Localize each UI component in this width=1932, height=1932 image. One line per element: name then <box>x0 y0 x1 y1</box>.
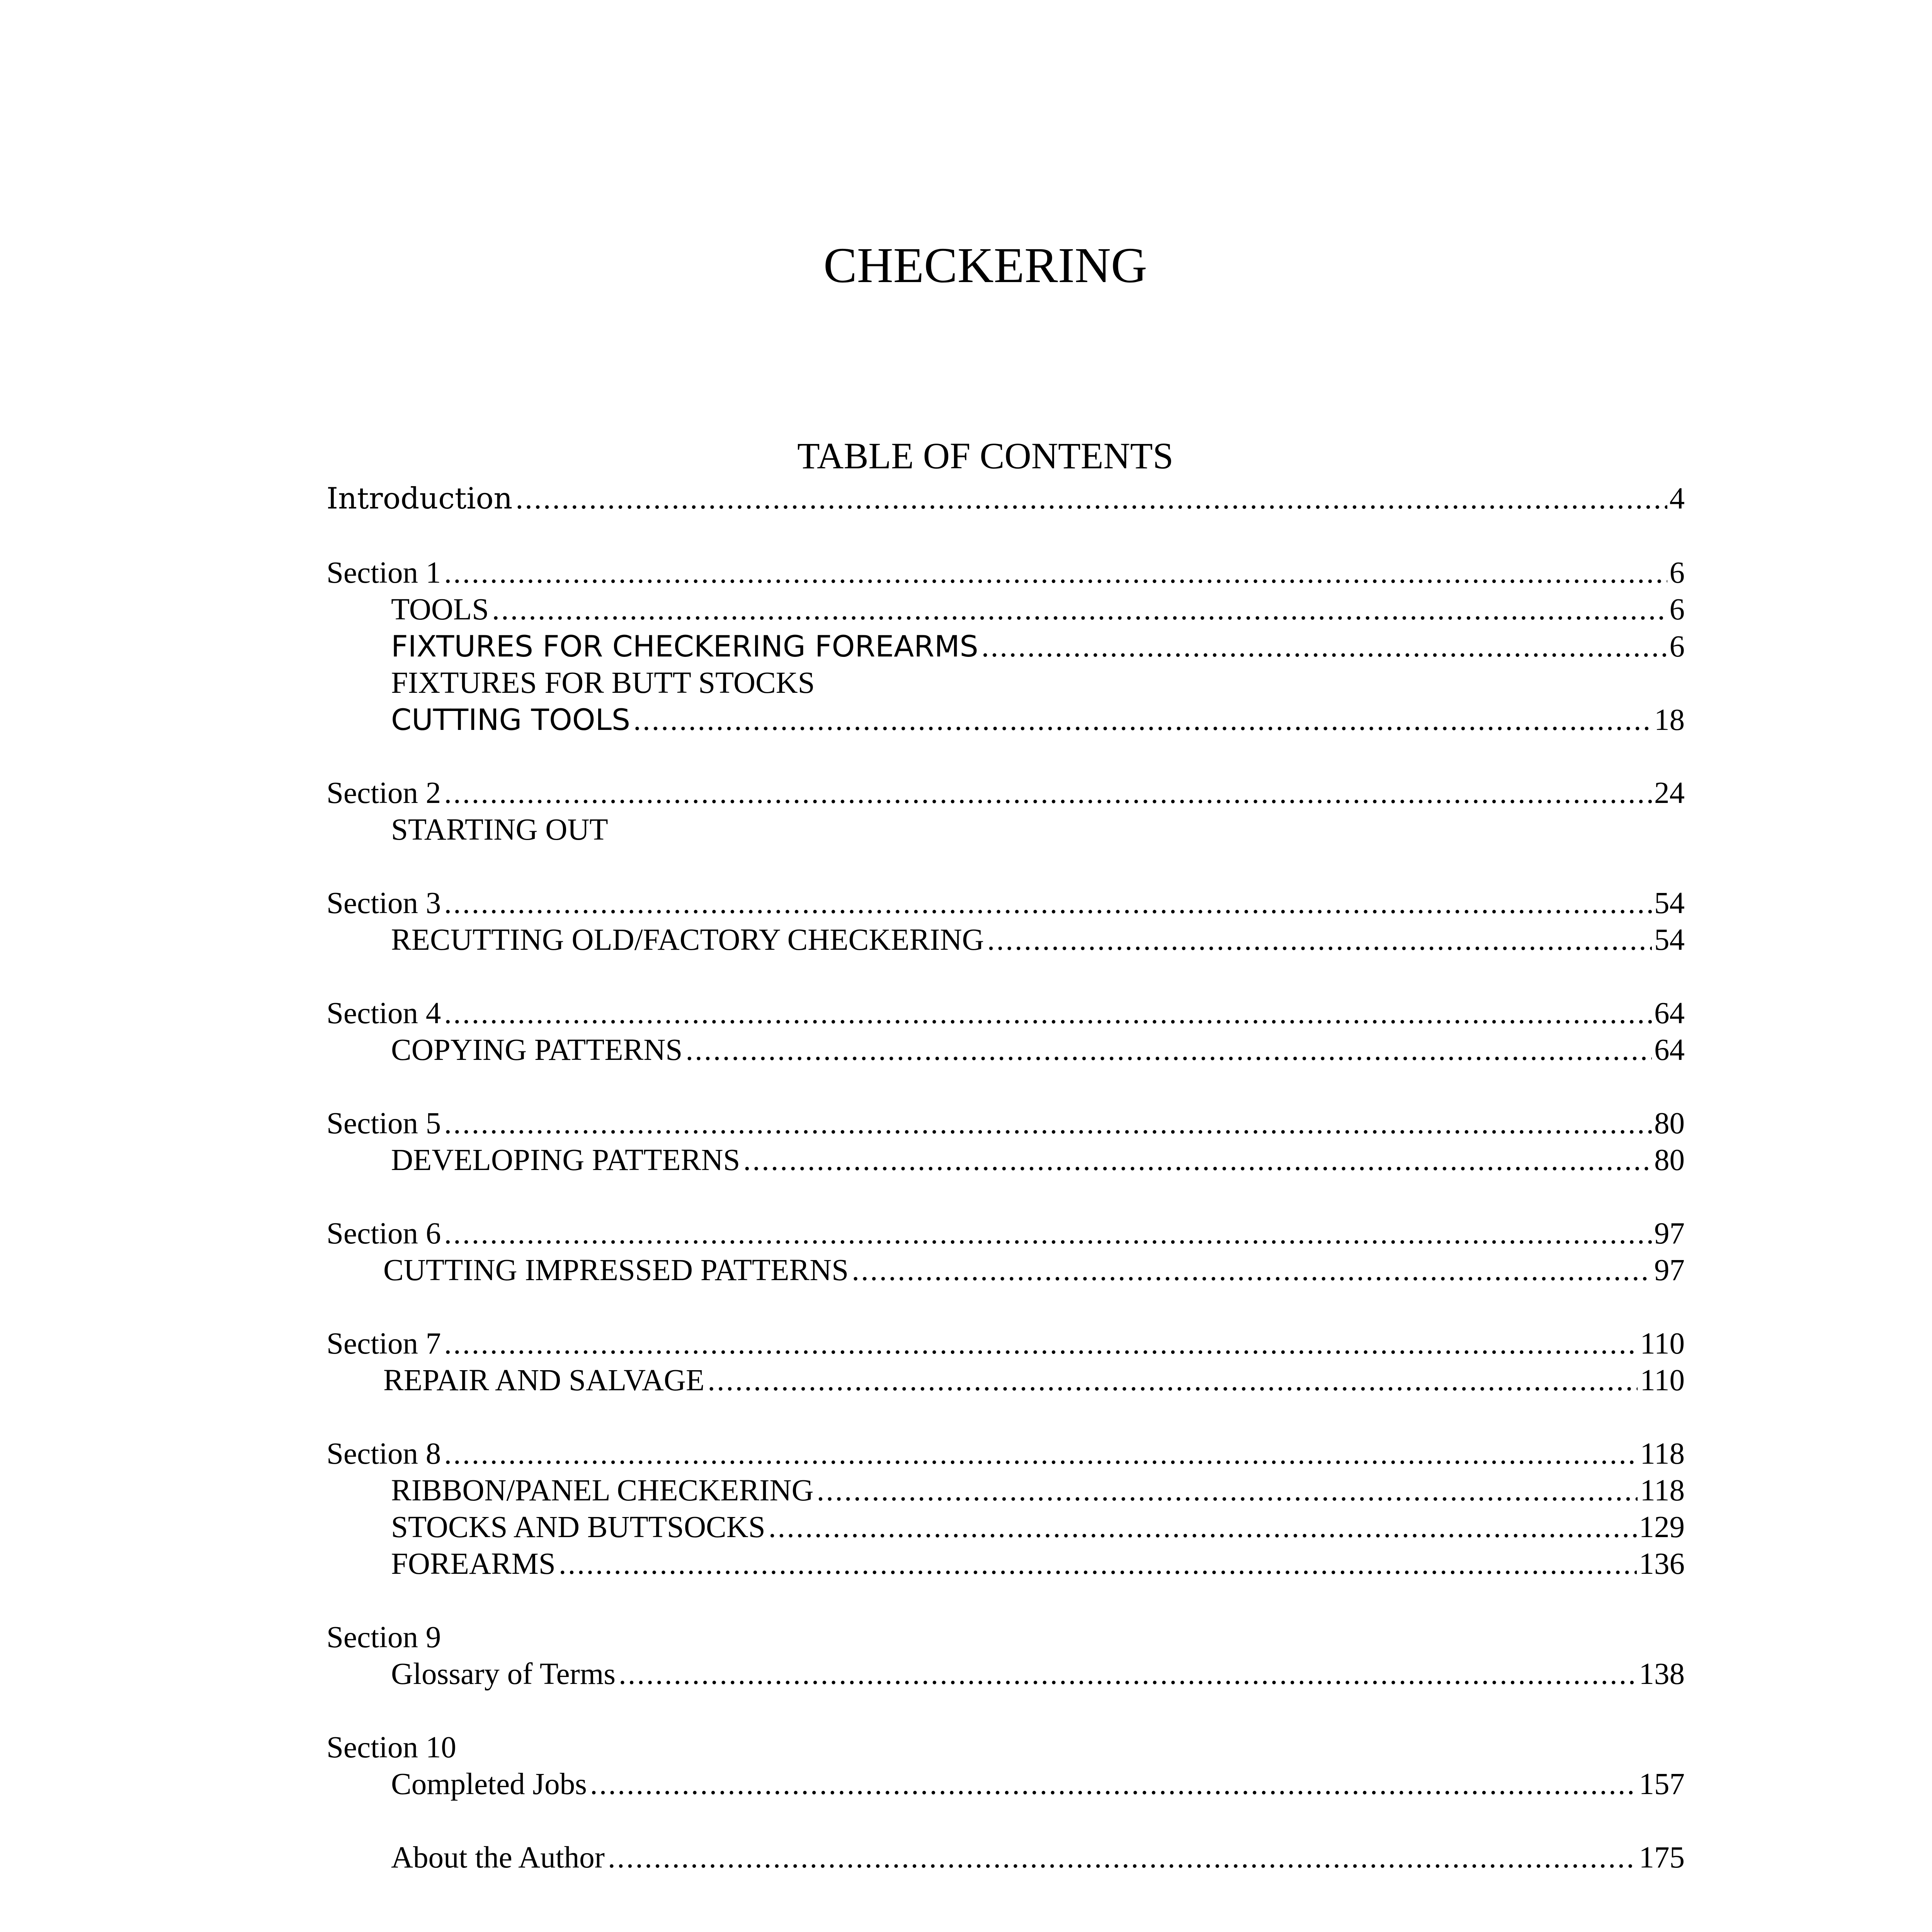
toc-label: Section 6 <box>327 1217 441 1250</box>
toc-label: RECUTTING OLD/FACTORY CHECKERING <box>391 923 984 957</box>
toc-row-introduction[interactable] <box>0 479 1932 518</box>
toc-row-glossary[interactable] <box>0 1655 1932 1694</box>
toc-page-number: 138 <box>1639 1657 1685 1691</box>
toc-page-number: 157 <box>1639 1767 1685 1801</box>
toc-label: Section 1 <box>327 556 441 590</box>
toc-page-number: 80 <box>1654 1143 1685 1177</box>
toc-leader-dots <box>444 994 1652 1033</box>
toc-leader-dots <box>769 1508 1637 1547</box>
toc-label: TOOLS <box>391 593 489 626</box>
toc-row-fixtures-forearms[interactable] <box>0 627 1932 666</box>
toc-row-completed-jobs[interactable] <box>0 1765 1932 1804</box>
toc-leader-dots <box>608 1838 1637 1877</box>
toc-label: FOREARMS <box>391 1547 556 1581</box>
toc-page-number: 136 <box>1639 1547 1685 1581</box>
toc-label: REPAIR AND SALVAGE <box>383 1364 705 1397</box>
toc-row-section-6[interactable] <box>0 1214 1932 1253</box>
toc-row-section-2[interactable] <box>0 774 1932 813</box>
toc-label: About the Author <box>391 1841 605 1874</box>
toc-row-starting-out[interactable] <box>0 811 1932 849</box>
toc-leader-dots <box>987 921 1652 959</box>
toc-label: Section 8 <box>327 1437 441 1471</box>
document-title: CHECKERING <box>823 238 1147 293</box>
toc-page-number: 54 <box>1654 923 1685 957</box>
toc-leader-dots <box>685 1031 1652 1070</box>
toc-label: CUTTING IMPRESSED PATTERNS <box>383 1253 849 1287</box>
toc-label: Completed Jobs <box>391 1767 587 1801</box>
toc-leader-dots <box>515 480 1667 518</box>
toc-leader-dots <box>633 701 1652 740</box>
toc-row-about-author[interactable] <box>0 1838 1932 1877</box>
toc-page-number: 97 <box>1654 1253 1685 1287</box>
toc-label: Section 9 <box>327 1621 441 1654</box>
toc-label: Section 10 <box>327 1731 456 1764</box>
toc-label: Section 3 <box>327 886 441 920</box>
toc-label: Section 2 <box>327 776 441 810</box>
toc-row-copying-patterns[interactable] <box>0 1031 1932 1070</box>
toc-page-number: 64 <box>1654 1033 1685 1067</box>
toc-row-section-1[interactable] <box>0 554 1932 592</box>
toc-leader-dots <box>743 1141 1652 1180</box>
toc-leader-dots <box>492 590 1667 629</box>
toc-row-impressed-patterns[interactable] <box>0 1251 1932 1290</box>
toc-label: Introduction <box>327 481 513 515</box>
toc-row-stocks-buttsocks[interactable] <box>0 1508 1932 1547</box>
toc-page-number: 6 <box>1669 556 1685 590</box>
toc-row-section-5[interactable] <box>0 1104 1932 1143</box>
toc-leader-dots <box>590 1765 1637 1804</box>
toc-row-section-9[interactable] <box>0 1618 1932 1657</box>
toc-page-number: 64 <box>1654 997 1685 1030</box>
toc-page-number: 110 <box>1640 1364 1685 1397</box>
toc-row-section-10[interactable] <box>0 1728 1932 1767</box>
toc-label: COPYING PATTERNS <box>391 1033 683 1067</box>
toc-leader-dots <box>444 774 1652 813</box>
toc-page-number: 6 <box>1669 593 1685 626</box>
toc-leader-dots <box>559 1545 1637 1583</box>
toc-page-number: 18 <box>1654 703 1685 737</box>
toc-row-section-7[interactable] <box>0 1325 1932 1363</box>
toc-page-number: 118 <box>1640 1437 1685 1471</box>
toc-row-developing-patterns[interactable] <box>0 1141 1932 1180</box>
toc-page-number: 110 <box>1640 1327 1685 1361</box>
toc-page-number: 54 <box>1654 886 1685 920</box>
toc-label: STOCKS AND BUTTSOCKS <box>391 1510 765 1544</box>
toc-label: Section 4 <box>327 997 441 1030</box>
toc-page-number: 4 <box>1669 482 1685 515</box>
toc-row-tools[interactable] <box>0 590 1932 629</box>
toc-page-number: 97 <box>1654 1217 1685 1250</box>
toc-leader-dots <box>852 1251 1652 1290</box>
toc-row-recutting[interactable] <box>0 921 1932 959</box>
toc-heading: TABLE OF CONTENTS <box>797 435 1173 476</box>
toc-leader-dots <box>444 1435 1638 1473</box>
toc-row-section-8[interactable] <box>0 1435 1932 1473</box>
toc-label: FIXTURES FOR BUTT STOCKS <box>391 666 815 700</box>
toc-label: Section 7 <box>327 1327 441 1361</box>
toc-leader-dots <box>444 554 1667 592</box>
toc-label: STARTING OUT <box>391 813 608 847</box>
toc-label: DEVELOPING PATTERNS <box>391 1143 740 1177</box>
toc-row-fixtures-butt-stocks[interactable] <box>0 664 1932 702</box>
toc-leader-dots <box>444 1325 1638 1363</box>
toc-label: FIXTURES FOR CHECKERING FOREARMS <box>391 629 978 663</box>
toc-label: Glossary of Terms <box>391 1657 616 1691</box>
toc-row-forearms[interactable] <box>0 1545 1932 1583</box>
toc-leader-dots <box>444 1104 1652 1143</box>
toc-page-number: 118 <box>1640 1474 1685 1507</box>
toc-label: Section 5 <box>327 1107 441 1140</box>
toc-page-number: 6 <box>1669 630 1685 663</box>
toc-page-number: 80 <box>1654 1107 1685 1140</box>
toc-page-number: 175 <box>1639 1841 1685 1874</box>
toc-leader-dots <box>619 1655 1636 1694</box>
toc-row-ribbon-panel[interactable] <box>0 1471 1932 1510</box>
toc-label: RIBBON/PANEL CHECKERING <box>391 1474 814 1507</box>
toc-row-cutting-tools[interactable] <box>0 701 1932 739</box>
toc-label: CUTTING TOOLS <box>391 702 631 737</box>
toc-leader-dots <box>444 1214 1652 1253</box>
toc-page-number: 129 <box>1639 1510 1685 1544</box>
toc-leader-dots <box>981 628 1667 666</box>
toc-leader-dots <box>444 884 1652 923</box>
toc-leader-dots <box>707 1361 1638 1400</box>
toc-row-repair-salvage[interactable] <box>0 1361 1932 1400</box>
toc-leader-dots <box>817 1471 1638 1510</box>
toc-page-number: 24 <box>1654 776 1685 810</box>
toc-row-section-3[interactable] <box>0 884 1932 923</box>
toc-row-section-4[interactable] <box>0 994 1932 1033</box>
